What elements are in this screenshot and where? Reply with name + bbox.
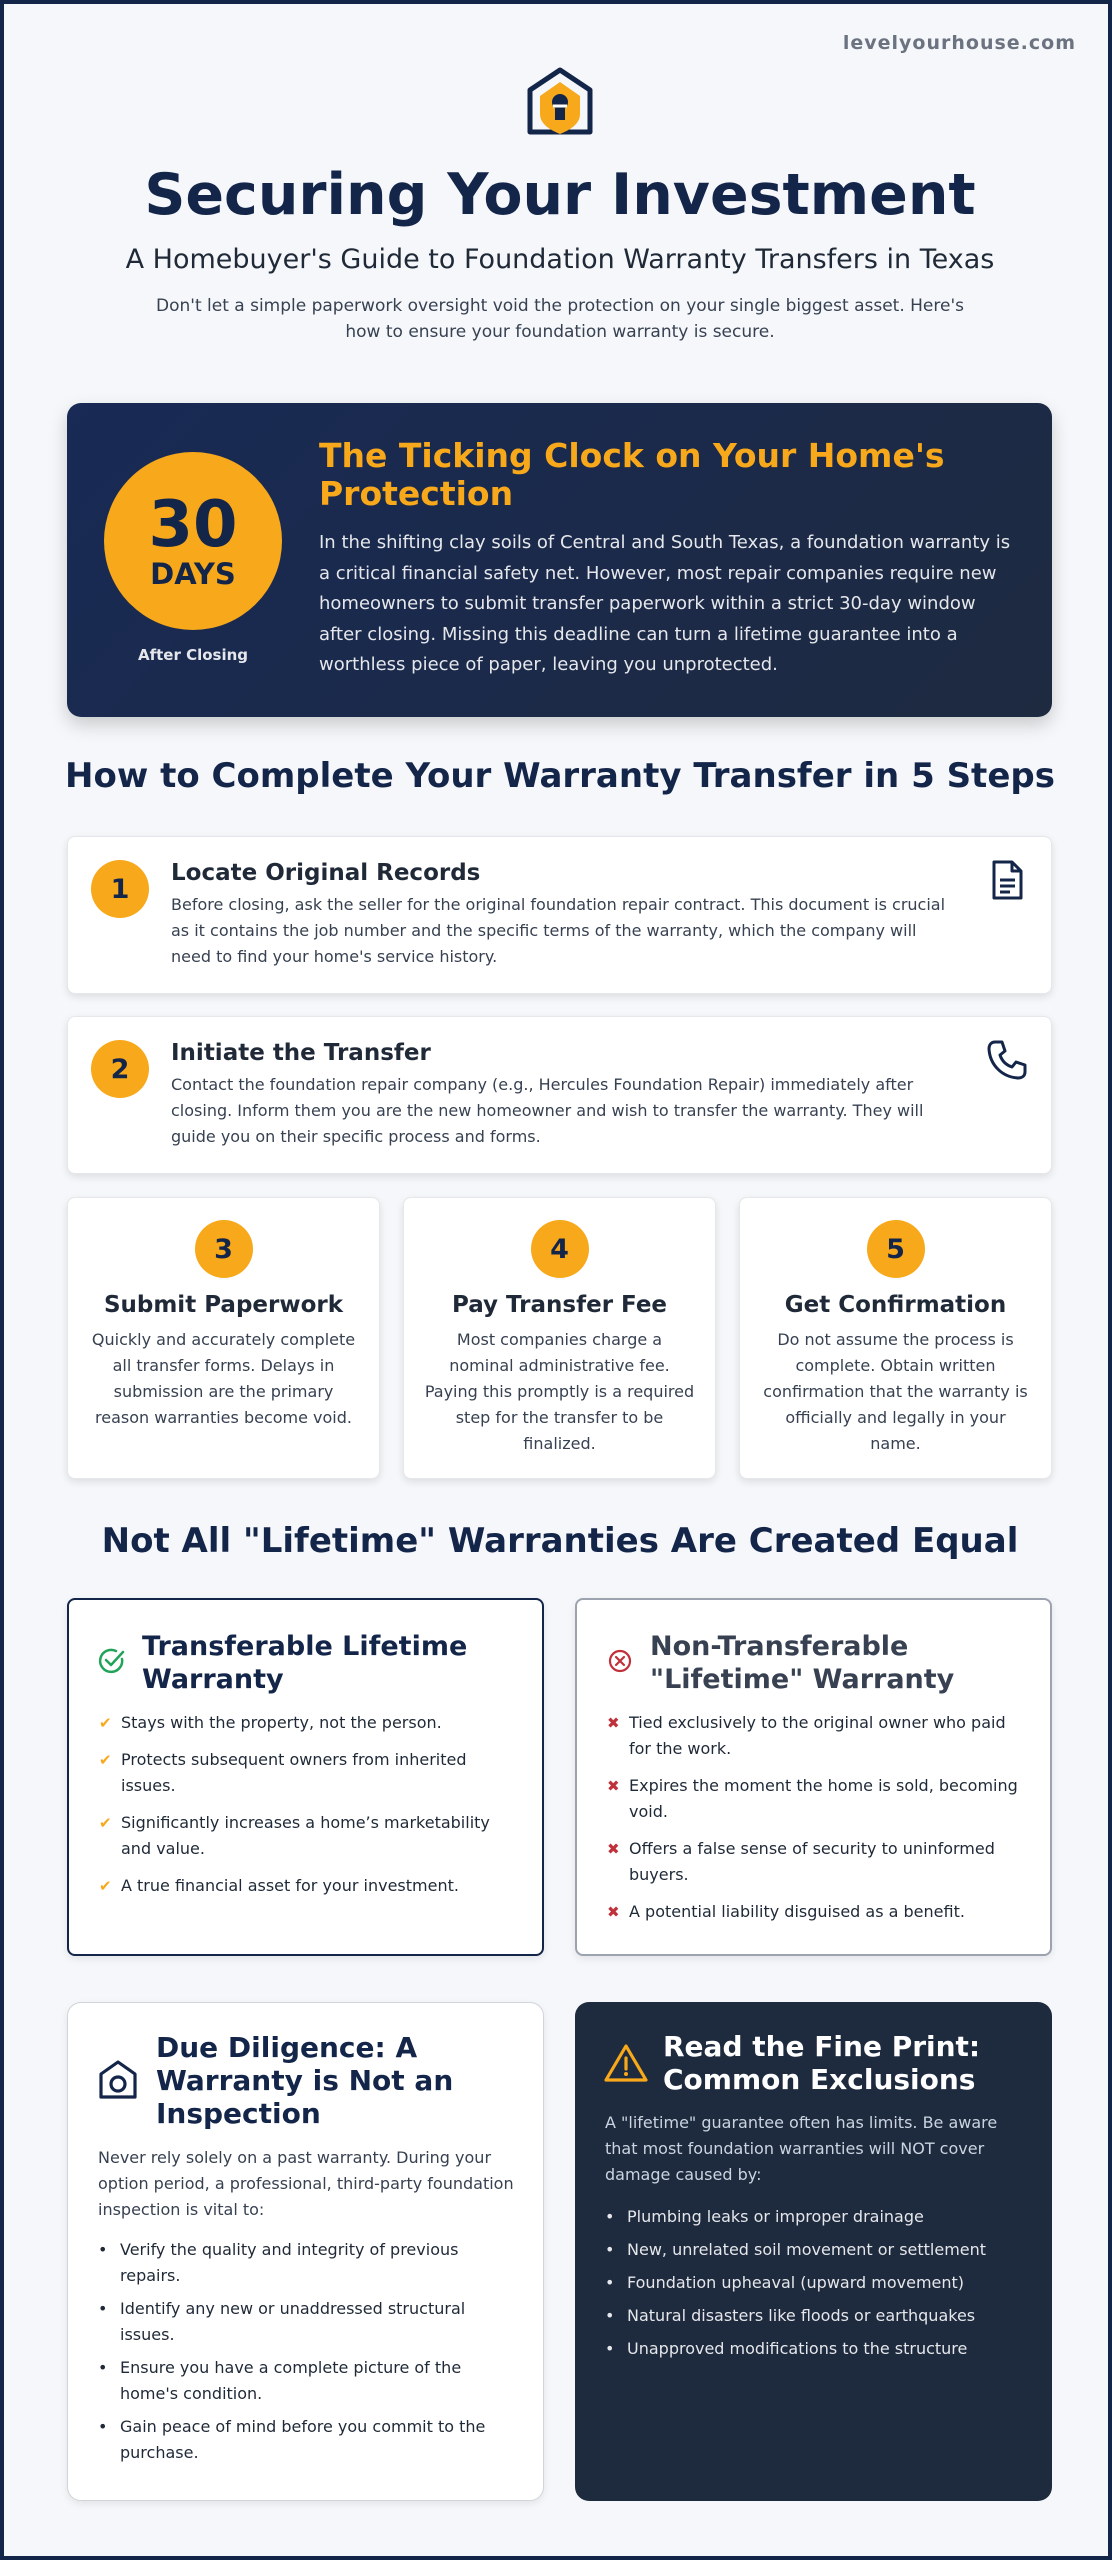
non-transferable-title: Non-Transferable "Lifetime" Warranty — [650, 1631, 955, 1695]
list-item: ✖ Expires the moment the home is sold, becoming void. — [607, 1773, 1027, 1825]
list-item: • Natural disasters like floods or earthquakes — [605, 2303, 1025, 2329]
step-description: Before closing, ask the seller for the original foundation repair contract. This document is crucial as it contains the job number and the specific terms of the warranty, which the company will need to find your home's service history. — [171, 895, 946, 966]
bullet: • — [98, 2299, 108, 2318]
list-item: ✖ Tied exclusively to the original owner who paid for the work. — [607, 1710, 1027, 1762]
site-url[interactable]: levelyourhouse.com — [842, 32, 1076, 54]
due-diligence-card — [67, 2002, 544, 2501]
days-number: 30 — [148, 488, 238, 562]
compare-section-title: Not All "Lifetime" Warranties Are Created Equal — [101, 1521, 1019, 1561]
bullet: • — [605, 2306, 615, 2325]
house-icon — [98, 2059, 138, 2101]
step-number-badge: 4 — [531, 1220, 589, 1278]
days-badge — [104, 452, 282, 630]
check-icon: ✔ — [99, 1877, 112, 1895]
step-title: Submit Paperwork — [103, 1292, 344, 1318]
list-item: ✔ Significantly increases a home’s marketability and value. — [99, 1810, 519, 1862]
list-item: ✖ A potential liability disguised as a benefit. — [607, 1899, 1027, 1925]
page-title: Securing Your Investment — [144, 162, 976, 228]
step-number-badge: 1 — [91, 860, 149, 918]
step-description: Quickly and accurately complete all transfer forms. Delays in submission are the primary reason warranties become void. — [91, 1330, 356, 1427]
step-card-5 — [739, 1197, 1052, 1479]
fine-print-body: A "lifetime" guarantee often has limits. Be aware that most foundation warranties will NOT cover damage caused by: — [605, 2113, 998, 2184]
hero-body: In the shifting clay soils of Central and South Texas, a foundation warranty is a critical financial safety net. However, most repair companies require new homeowners to submit transfer paperwork within a strict 30-day window after closing. Missing this deadline can turn a lifetime guarantee into a worthless piece of paper, leaving you unprotected. — [319, 532, 1011, 675]
step-description: Do not assume the process is complete. Obtain written confirmation that the warranty is officially and legally in your name. — [763, 1330, 1028, 1453]
list-item: • New, unrelated soil movement or settlement — [605, 2237, 1025, 2263]
step-number-badge: 2 — [91, 1040, 149, 1098]
bullet: • — [605, 2339, 615, 2358]
step-description: Most companies charge a nominal administrative fee. Paying this promptly is a required step for the transfer to be finalized. — [424, 1330, 695, 1453]
step-card-4 — [403, 1197, 716, 1479]
step-description: Contact the foundation repair company (e.g., Hercules Foundation Repair) immediately after closing. Inform them you are the new homeowner and wish to transfer the warranty. They will guide you on their specific process and forms. — [171, 1075, 924, 1146]
steps-section-title: How to Complete Your Warranty Transfer in 5 Steps — [65, 756, 1055, 796]
x-icon: ✖ — [607, 1903, 620, 1921]
due-diligence-title: Due Diligence: A Warranty is Not an Inspection — [156, 2031, 454, 2130]
list-item: ✔ A true financial asset for your investment. — [99, 1873, 519, 1899]
fine-print-card — [575, 2002, 1052, 2501]
step-card-3 — [67, 1197, 380, 1479]
check-icon: ✔ — [99, 1714, 112, 1732]
check-icon: ✔ — [99, 1814, 112, 1832]
bullet: • — [98, 2240, 108, 2259]
list-item: • Ensure you have a complete picture of the home's condition. — [98, 2355, 518, 2407]
x-icon: ✖ — [607, 1840, 620, 1858]
list-item: • Gain peace of mind before you commit to the purchase. — [98, 2414, 518, 2466]
transferable-title: Transferable Lifetime Warranty — [142, 1631, 468, 1695]
list-item: • Unapproved modifications to the structure — [605, 2336, 1025, 2362]
fine-print-title: Read the Fine Print: Common Exclusions — [663, 2030, 981, 2096]
document-icon — [986, 859, 1028, 901]
step-card-2 — [67, 1016, 1052, 1174]
house-shield-logo — [524, 66, 596, 140]
step-title: Get Confirmation — [784, 1292, 1007, 1318]
bullet: • — [605, 2240, 615, 2259]
warning-icon — [603, 2042, 649, 2084]
step-title: Pay Transfer Fee — [451, 1292, 668, 1318]
due-diligence-list — [98, 2237, 518, 2473]
check-circle-icon — [98, 1647, 126, 1675]
bullet: • — [98, 2358, 108, 2377]
list-item: • Foundation upheaval (upward movement) — [605, 2270, 1025, 2296]
non-transferable-list — [607, 1710, 1027, 1936]
deadline-hero — [67, 403, 1052, 717]
transferable-warranty-card — [67, 1598, 544, 1956]
bullet: • — [605, 2207, 615, 2226]
list-item: • Verify the quality and integrity of previous repairs. — [98, 2237, 518, 2289]
transferable-list — [99, 1710, 519, 1910]
x-icon: ✖ — [607, 1777, 620, 1795]
step-number-badge: 3 — [195, 1220, 253, 1278]
list-item: ✔ Protects subsequent owners from inherited issues. — [99, 1747, 519, 1799]
list-item: ✔ Stays with the property, not the person. — [99, 1710, 519, 1736]
hero-title: The Ticking Clock on Your Home's Protection — [319, 436, 945, 513]
bullet: • — [98, 2417, 108, 2436]
step-card-1 — [67, 836, 1052, 994]
list-item: • Plumbing leaks or improper drainage — [605, 2204, 1025, 2230]
x-icon: ✖ — [607, 1714, 620, 1732]
step-title: Initiate the Transfer — [171, 1040, 431, 1066]
exclusions-list — [605, 2204, 1025, 2369]
step-number-badge: 5 — [867, 1220, 925, 1278]
check-icon: ✔ — [99, 1751, 112, 1769]
phone-icon — [986, 1039, 1028, 1081]
days-caption: After Closing — [137, 646, 249, 664]
page-subtitle: A Homebuyer's Guide to Foundation Warranty Transfers in Texas — [125, 244, 995, 275]
due-diligence-body: Never rely solely on a past warranty. During your option period, a professional, third-party foundation inspection is vital to: — [98, 2148, 514, 2219]
x-circle-icon — [606, 1647, 634, 1675]
non-transferable-warranty-card — [575, 1598, 1052, 1956]
days-unit: DAYS — [150, 557, 236, 591]
bullet: • — [605, 2273, 615, 2292]
intro-text: Don't let a simple paperwork oversight void the protection on your single biggest asset. Here's how to ensure your foundation warranty is secure. — [156, 296, 964, 342]
list-item: ✖ Offers a false sense of security to uninformed buyers. — [607, 1836, 1027, 1888]
step-title: Locate Original Records — [171, 860, 481, 886]
list-item: • Identify any new or unaddressed structural issues. — [98, 2296, 518, 2348]
